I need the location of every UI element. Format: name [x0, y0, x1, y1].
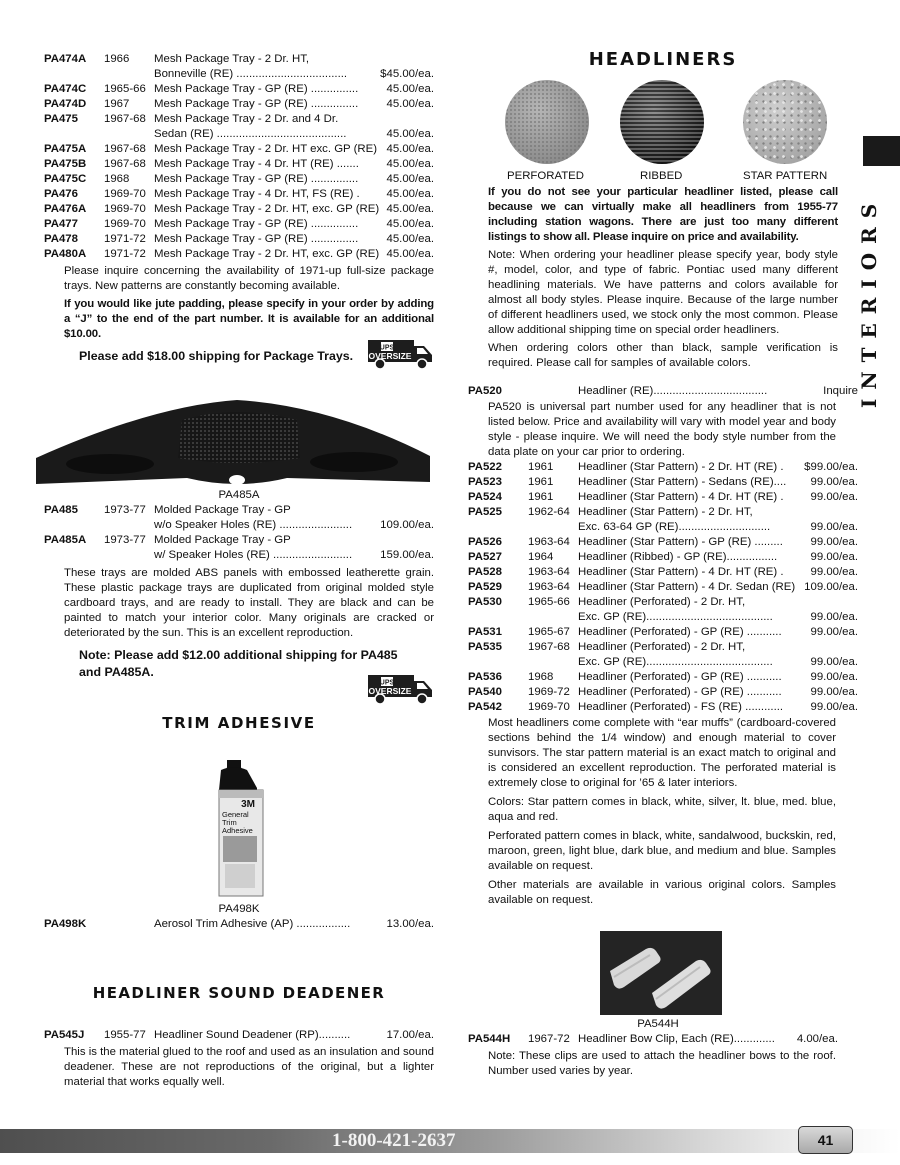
part-number: [44, 67, 104, 82]
table-row: [468, 1032, 858, 1047]
table-row: [468, 384, 858, 399]
price: Inquire: [823, 385, 858, 397]
price: 45.00/ea.: [386, 143, 434, 155]
molded-section: [44, 488, 434, 681]
description: Exc. GP (RE)........................................: [578, 656, 773, 668]
price: [856, 505, 858, 520]
price: 99.00/ea.: [810, 656, 858, 668]
part-number: PA542: [468, 701, 502, 713]
price: 99.00/ea.: [810, 686, 858, 698]
part-number: PA544H: [468, 1033, 511, 1045]
star-pattern-swatch: [743, 80, 827, 164]
page-number: 41: [798, 1126, 853, 1154]
part-number: PA477: [44, 218, 78, 230]
part-number: PA525: [468, 506, 502, 518]
table-row: [468, 535, 858, 550]
description: Bonneville (RE) ...................................: [154, 68, 348, 80]
description: Headliner Sound Deadener (RP)..........: [154, 1029, 351, 1041]
table-row: [468, 640, 858, 655]
year: [528, 520, 578, 535]
year: 1961: [528, 491, 554, 503]
part-number: PA540: [468, 686, 502, 698]
price: 45.00/ea.: [386, 83, 434, 95]
year: [528, 655, 578, 670]
table-row: [468, 610, 858, 625]
clip-note: Note: These clips are used to attach the headliner bows to the roof. Number used varies by year.: [488, 1050, 836, 1077]
description: Molded Package Tray - GP: [154, 534, 291, 546]
price: 99.00/ea.: [810, 476, 858, 488]
price: [432, 52, 434, 67]
description: Molded Package Tray - GP: [154, 504, 291, 516]
price: [432, 112, 434, 127]
year: [104, 518, 154, 533]
star-colors-note: Colors: Star pattern comes in black, white, silver, lt. blue, med. blue, aqua and red.: [488, 796, 836, 823]
part-number: [44, 127, 104, 142]
price: 45.00/ea.: [386, 218, 434, 230]
part-number: PA474C: [44, 83, 87, 95]
price: 45.00/ea.: [386, 203, 434, 215]
year: 1973-77: [104, 534, 146, 546]
part-number: PA536: [468, 671, 502, 683]
year: 1971-72: [104, 233, 146, 245]
year: 1963-64: [528, 566, 570, 578]
year: 1961: [528, 476, 554, 488]
price: 159.00/ea.: [380, 549, 434, 561]
part-number: PA524: [468, 491, 502, 503]
description: Headliner (RE)....................................: [578, 385, 768, 397]
clip-caption: PA544H: [637, 1018, 679, 1030]
description: Mesh Package Tray - 2 Dr. HT exc. GP (RE): [154, 143, 378, 155]
year: 1963-64: [528, 536, 570, 548]
section-tab-marker: [863, 136, 900, 166]
price: 17.00/ea.: [386, 1029, 434, 1041]
pa520-note: PA520 is universal part number used for any headliner that is not listed below. Price and availability will vary with model year and body style - please inquire. We will need the body style number from the data plate on your car prior to ordering.: [488, 401, 836, 458]
part-number: PA529: [468, 581, 502, 593]
left-column: [44, 52, 434, 365]
price: 45.00/ea.: [386, 188, 434, 200]
year: [528, 384, 578, 399]
description: Mesh Package Tray - 4 Dr. HT (RE) .......: [154, 158, 359, 170]
description: Headliner (Star Pattern) - 2 Dr. HT (RE) .: [578, 461, 784, 473]
price: [856, 595, 858, 610]
perforated-swatch: [505, 80, 589, 164]
table-row: [44, 1028, 434, 1043]
part-number: PA474D: [44, 98, 87, 110]
clip-section: [468, 1017, 858, 1079]
table-row: [468, 550, 858, 565]
part-number: PA474A: [44, 53, 87, 65]
price: 109.00/ea.: [804, 581, 858, 593]
price: 45.00/ea.: [386, 98, 434, 110]
part-number: PA475B: [44, 158, 87, 170]
oversize-label: OVERSIZE: [368, 686, 412, 696]
part-number: PA498K: [44, 918, 87, 930]
table-row: [44, 67, 434, 82]
description: Mesh Package Tray - GP (RE) ...............: [154, 98, 359, 110]
table-row: [44, 142, 434, 157]
year: 1967: [104, 98, 130, 110]
table-row: [468, 655, 858, 670]
year: 1969-70: [104, 188, 146, 200]
year: 1967-68: [104, 158, 146, 170]
part-number: PA476A: [44, 203, 87, 215]
description: Headliner (Perforated) - FS (RE) ............: [578, 701, 784, 713]
mesh-note: Please inquire concerning the availability of 1971-up full-size package trays. New patterns are constantly becoming available.: [64, 265, 434, 292]
part-number: PA485: [44, 504, 78, 516]
description: Mesh Package Tray - 2 Dr. HT, exc. GP (RE): [154, 248, 380, 260]
year: 1955-77: [104, 1029, 146, 1041]
table-row: [44, 217, 434, 232]
price: 45.00/ea.: [386, 128, 434, 140]
year: 1966: [104, 53, 130, 65]
deadener-note: This is the material glued to the roof and used as an insulation and sound deadener. These are not reproductions of the original, but a lighter material that works equally well.: [64, 1046, 434, 1088]
sound-deadener-heading: HEADLINER SOUND DEADENER: [92, 984, 386, 1002]
jute-note: If you would like jute padding, please specify in your order by adding a “J” to the end of the part number. It is available for an additional $10.00.: [64, 298, 434, 340]
table-row: [44, 518, 434, 533]
description: Headliner (Star Pattern) - 4 Dr. Sedan (RE): [578, 581, 796, 593]
description: Headliner Bow Clip, Each (RE).............: [578, 1033, 775, 1045]
price: 99.00/ea.: [810, 611, 858, 623]
part-number: PA475A: [44, 143, 87, 155]
year: 1965-67: [528, 626, 570, 638]
headliner-order-note: Note: When ordering your headliner please specify year, body style #, model, color, and type of fabric. Pontiac used many different headlining materials. We have patterns and colors available for almost all body styles. Please inquire. Because of the large number of different headliners used, we stock only the most common. Please allow additional shipping time on special order headliners.: [488, 249, 838, 336]
description: Mesh Package Tray - GP (RE) ...............: [154, 218, 359, 230]
year: 1961: [528, 461, 554, 473]
part-number: PA535: [468, 641, 502, 653]
part-number: PA530: [468, 596, 502, 608]
table-row: [468, 505, 858, 520]
table-row: [44, 187, 434, 202]
part-number: PA523: [468, 476, 502, 488]
part-number: PA522: [468, 461, 502, 473]
year: 1967-72: [528, 1033, 570, 1045]
price: $45.00/ea.: [380, 68, 434, 80]
part-number: PA531: [468, 626, 502, 638]
description: Sedan (RE) .........................................: [154, 128, 347, 140]
headliner-color-note: When ordering colors other than black, sample verification is required. Please call for samples of available colors.: [488, 342, 838, 369]
perforated-colors-note: Perforated pattern comes in black, white, sandalwood, buckskin, red, maroon, green, light blue, dark blue, and medium and blue. Samples available on request.: [488, 830, 836, 872]
part-number: PA485A: [44, 534, 87, 546]
description: Mesh Package Tray - GP (RE) ...............: [154, 233, 359, 245]
table-row: [44, 52, 434, 67]
price: [432, 533, 434, 548]
price: [432, 503, 434, 518]
table-row: [44, 232, 434, 247]
section-tab-label: INTERIORS: [857, 194, 881, 408]
year: [104, 67, 154, 82]
year: 1971-72: [104, 248, 146, 260]
price: 109.00/ea.: [380, 519, 434, 531]
table-row: [44, 172, 434, 187]
price: 99.00/ea.: [810, 626, 858, 638]
molded-tray-image: [32, 398, 434, 490]
ribbed-swatch: [620, 80, 704, 164]
headliner-section: [468, 384, 858, 908]
description: Mesh Package Tray - 2 Dr. HT, exc. GP (RE): [154, 203, 380, 215]
headliner-bold-note: If you do not see your particular headliner listed, please call because we can virtually make all headliners from 1955-77 including station wagons. There are just too many different listings to show all. Please inquire on price and availability.: [488, 186, 838, 243]
headliners-heading: HEADLINERS: [588, 49, 738, 70]
part-number: PA528: [468, 566, 502, 578]
price: $99.00/ea.: [804, 461, 858, 473]
tray-shipping-note: Please add $18.00 shipping for Package Trays.: [79, 349, 354, 363]
price: 99.00/ea.: [810, 491, 858, 503]
price: 99.00/ea.: [810, 536, 858, 548]
table-row: [44, 503, 434, 518]
molded-shipping-note: Note: Please add $12.00 additional shipping for PA485 and PA485A.: [79, 648, 398, 679]
description: Headliner (Perforated) - 2 Dr. HT,: [578, 641, 746, 653]
part-number: PA475C: [44, 173, 87, 185]
year: 1968: [528, 671, 554, 683]
phone-number: 1-800-421-2637: [332, 1130, 456, 1151]
price: 99.00/ea.: [810, 671, 858, 683]
description: Headliner (Perforated) - GP (RE) ...........: [578, 626, 782, 638]
price: 45.00/ea.: [386, 233, 434, 245]
trim-caption: PA498K: [218, 903, 260, 915]
description: Mesh Package Tray - 2 Dr. and 4 Dr.: [154, 113, 339, 125]
table-row: [468, 700, 858, 715]
swatch-label-ribbed: RIBBED: [640, 170, 683, 182]
part-number: PA545J: [44, 1029, 85, 1041]
swatch-label-perforated: PERFORATED: [507, 170, 584, 182]
price: 99.00/ea.: [810, 521, 858, 533]
year: 1963-64: [528, 581, 570, 593]
description: Exc. GP (RE)........................................: [578, 611, 773, 623]
table-row: [44, 247, 434, 262]
description: Mesh Package Tray - GP (RE) ...............: [154, 173, 359, 185]
oversize-truck-icon: [366, 337, 434, 371]
part-number: [468, 520, 528, 535]
headliner-list: [468, 460, 858, 715]
table-row: [468, 580, 858, 595]
price: 99.00/ea.: [810, 701, 858, 713]
can-text-general: General: [222, 810, 249, 819]
part-number: PA527: [468, 551, 502, 563]
price: 99.00/ea.: [810, 566, 858, 578]
other-materials-note: Other materials are available in various original colors. Samples available on request.: [488, 879, 836, 906]
earmuff-note: Most headliners come complete with “ear muffs” (cardboard-covered sections behind the 1/4 window) and enough material to cover sunvisors. The star pattern material is an exact match to original and is considered an excellent reproduction. The perforated material is extremely close to original for ’65 & later interiors.: [488, 717, 836, 789]
table-row: [44, 533, 434, 548]
ups-label: UPS: [379, 679, 395, 687]
year: [104, 127, 154, 142]
part-number: PA480A: [44, 248, 87, 260]
description: Aerosol Trim Adhesive (AP) .................: [154, 918, 351, 930]
description: w/o Speaker Holes (RE) .......................: [154, 519, 353, 531]
year: 1969-70: [104, 203, 146, 215]
year: 1969-72: [528, 686, 570, 698]
year: 1967-68: [528, 641, 570, 653]
year: 1973-77: [104, 504, 146, 516]
can-brand: 3M: [241, 799, 255, 810]
table-row: [468, 475, 858, 490]
price: 4.00/ea.: [796, 1033, 838, 1045]
description: Headliner (Perforated) - GP (RE) ...........: [578, 671, 782, 683]
trim-adhesive-heading: TRIM ADHESIVE: [162, 714, 316, 732]
deadener-section: [44, 1028, 434, 1090]
table-row: [468, 460, 858, 475]
price: 45.00/ea.: [386, 158, 434, 170]
oversize-truck-icon: [366, 672, 434, 706]
oversize-label: OVERSIZE: [368, 351, 412, 361]
molded-note: These trays are molded ABS panels with embossed leatherette grain. These plastic package trays are duplicated from original molded style cardboard trays, and are ready to install. They are black and can be painted to match your interior color. Many originals are cracked or deteriorated by the sun. This is an excellent reproduction.: [64, 567, 434, 639]
trim-section: [44, 902, 434, 932]
description: Mesh Package Tray - 2 Dr. HT,: [154, 53, 310, 65]
description: Headliner (Ribbed) - GP (RE)................: [578, 551, 778, 563]
headliner-notes: [488, 185, 838, 371]
year: 1968: [104, 173, 130, 185]
description: Headliner (Perforated) - 2 Dr. HT,: [578, 596, 746, 608]
year: 1964: [528, 551, 554, 563]
year: 1965-66: [528, 596, 570, 608]
part-number: PA526: [468, 536, 502, 548]
description: Exc. 63-64 GP (RE).............................: [578, 521, 771, 533]
price: 45.00/ea.: [386, 248, 434, 260]
molded-tray-list: [44, 503, 434, 563]
table-row: [44, 548, 434, 563]
year: [104, 917, 154, 932]
description: Headliner (Star Pattern) - Sedans (RE)....: [578, 476, 787, 488]
trim-adhesive-can-image: [217, 760, 265, 898]
part-number: PA520: [468, 385, 502, 397]
can-text-adhesive: Adhesive: [222, 826, 253, 835]
year: [104, 548, 154, 563]
year: [528, 610, 578, 625]
part-number: PA478: [44, 233, 78, 245]
table-row: [468, 565, 858, 580]
description: Headliner (Perforated) - GP (RE) ...........: [578, 686, 782, 698]
description: Headliner (Star Pattern) - 4 Dr. HT (RE) .: [578, 491, 784, 503]
part-number: PA475: [44, 113, 78, 125]
table-row: [44, 97, 434, 112]
description: w/ Speaker Holes (RE) .........................: [154, 549, 353, 561]
table-row: [468, 595, 858, 610]
table-row: [468, 520, 858, 535]
price: [856, 640, 858, 655]
table-row: [44, 112, 434, 127]
part-number: [44, 518, 104, 533]
price: 13.00/ea.: [386, 918, 434, 930]
price: 99.00/ea.: [810, 551, 858, 563]
description: Headliner (Star Pattern) - 2 Dr. HT,: [578, 506, 753, 518]
bow-clip-image: [600, 931, 722, 1015]
table-row: [468, 670, 858, 685]
headliner-material-notes: [468, 716, 858, 908]
year: 1967-68: [104, 113, 146, 125]
can-text-trim: Trim: [222, 818, 237, 827]
table-row: [468, 490, 858, 505]
table-row: [44, 202, 434, 217]
mesh-tray-list: [44, 52, 434, 262]
price: 45.00/ea.: [386, 173, 434, 185]
description: Mesh Package Tray - GP (RE) ...............: [154, 83, 359, 95]
table-row: [44, 127, 434, 142]
year: 1967-68: [104, 143, 146, 155]
year: 1969-70: [528, 701, 570, 713]
year: 1962-64: [528, 506, 570, 518]
table-row: [44, 82, 434, 97]
part-number: PA476: [44, 188, 78, 200]
year: 1965-66: [104, 83, 146, 95]
table-row: [468, 685, 858, 700]
table-row: [44, 157, 434, 172]
molded-caption: PA485A: [218, 489, 260, 501]
swatch-label-star: STAR PATTERN: [743, 170, 828, 182]
table-row: [44, 917, 434, 932]
part-number: [44, 548, 104, 563]
ups-label: UPS: [379, 344, 395, 352]
description: Headliner (Star Pattern) - 4 Dr. HT (RE) .: [578, 566, 784, 578]
table-row: [468, 625, 858, 640]
part-number: [468, 655, 528, 670]
description: Headliner (Star Pattern) - GP (RE) .........: [578, 536, 783, 548]
description: Mesh Package Tray - 4 Dr. HT, FS (RE) .: [154, 188, 360, 200]
year: 1969-70: [104, 218, 146, 230]
part-number: [468, 610, 528, 625]
